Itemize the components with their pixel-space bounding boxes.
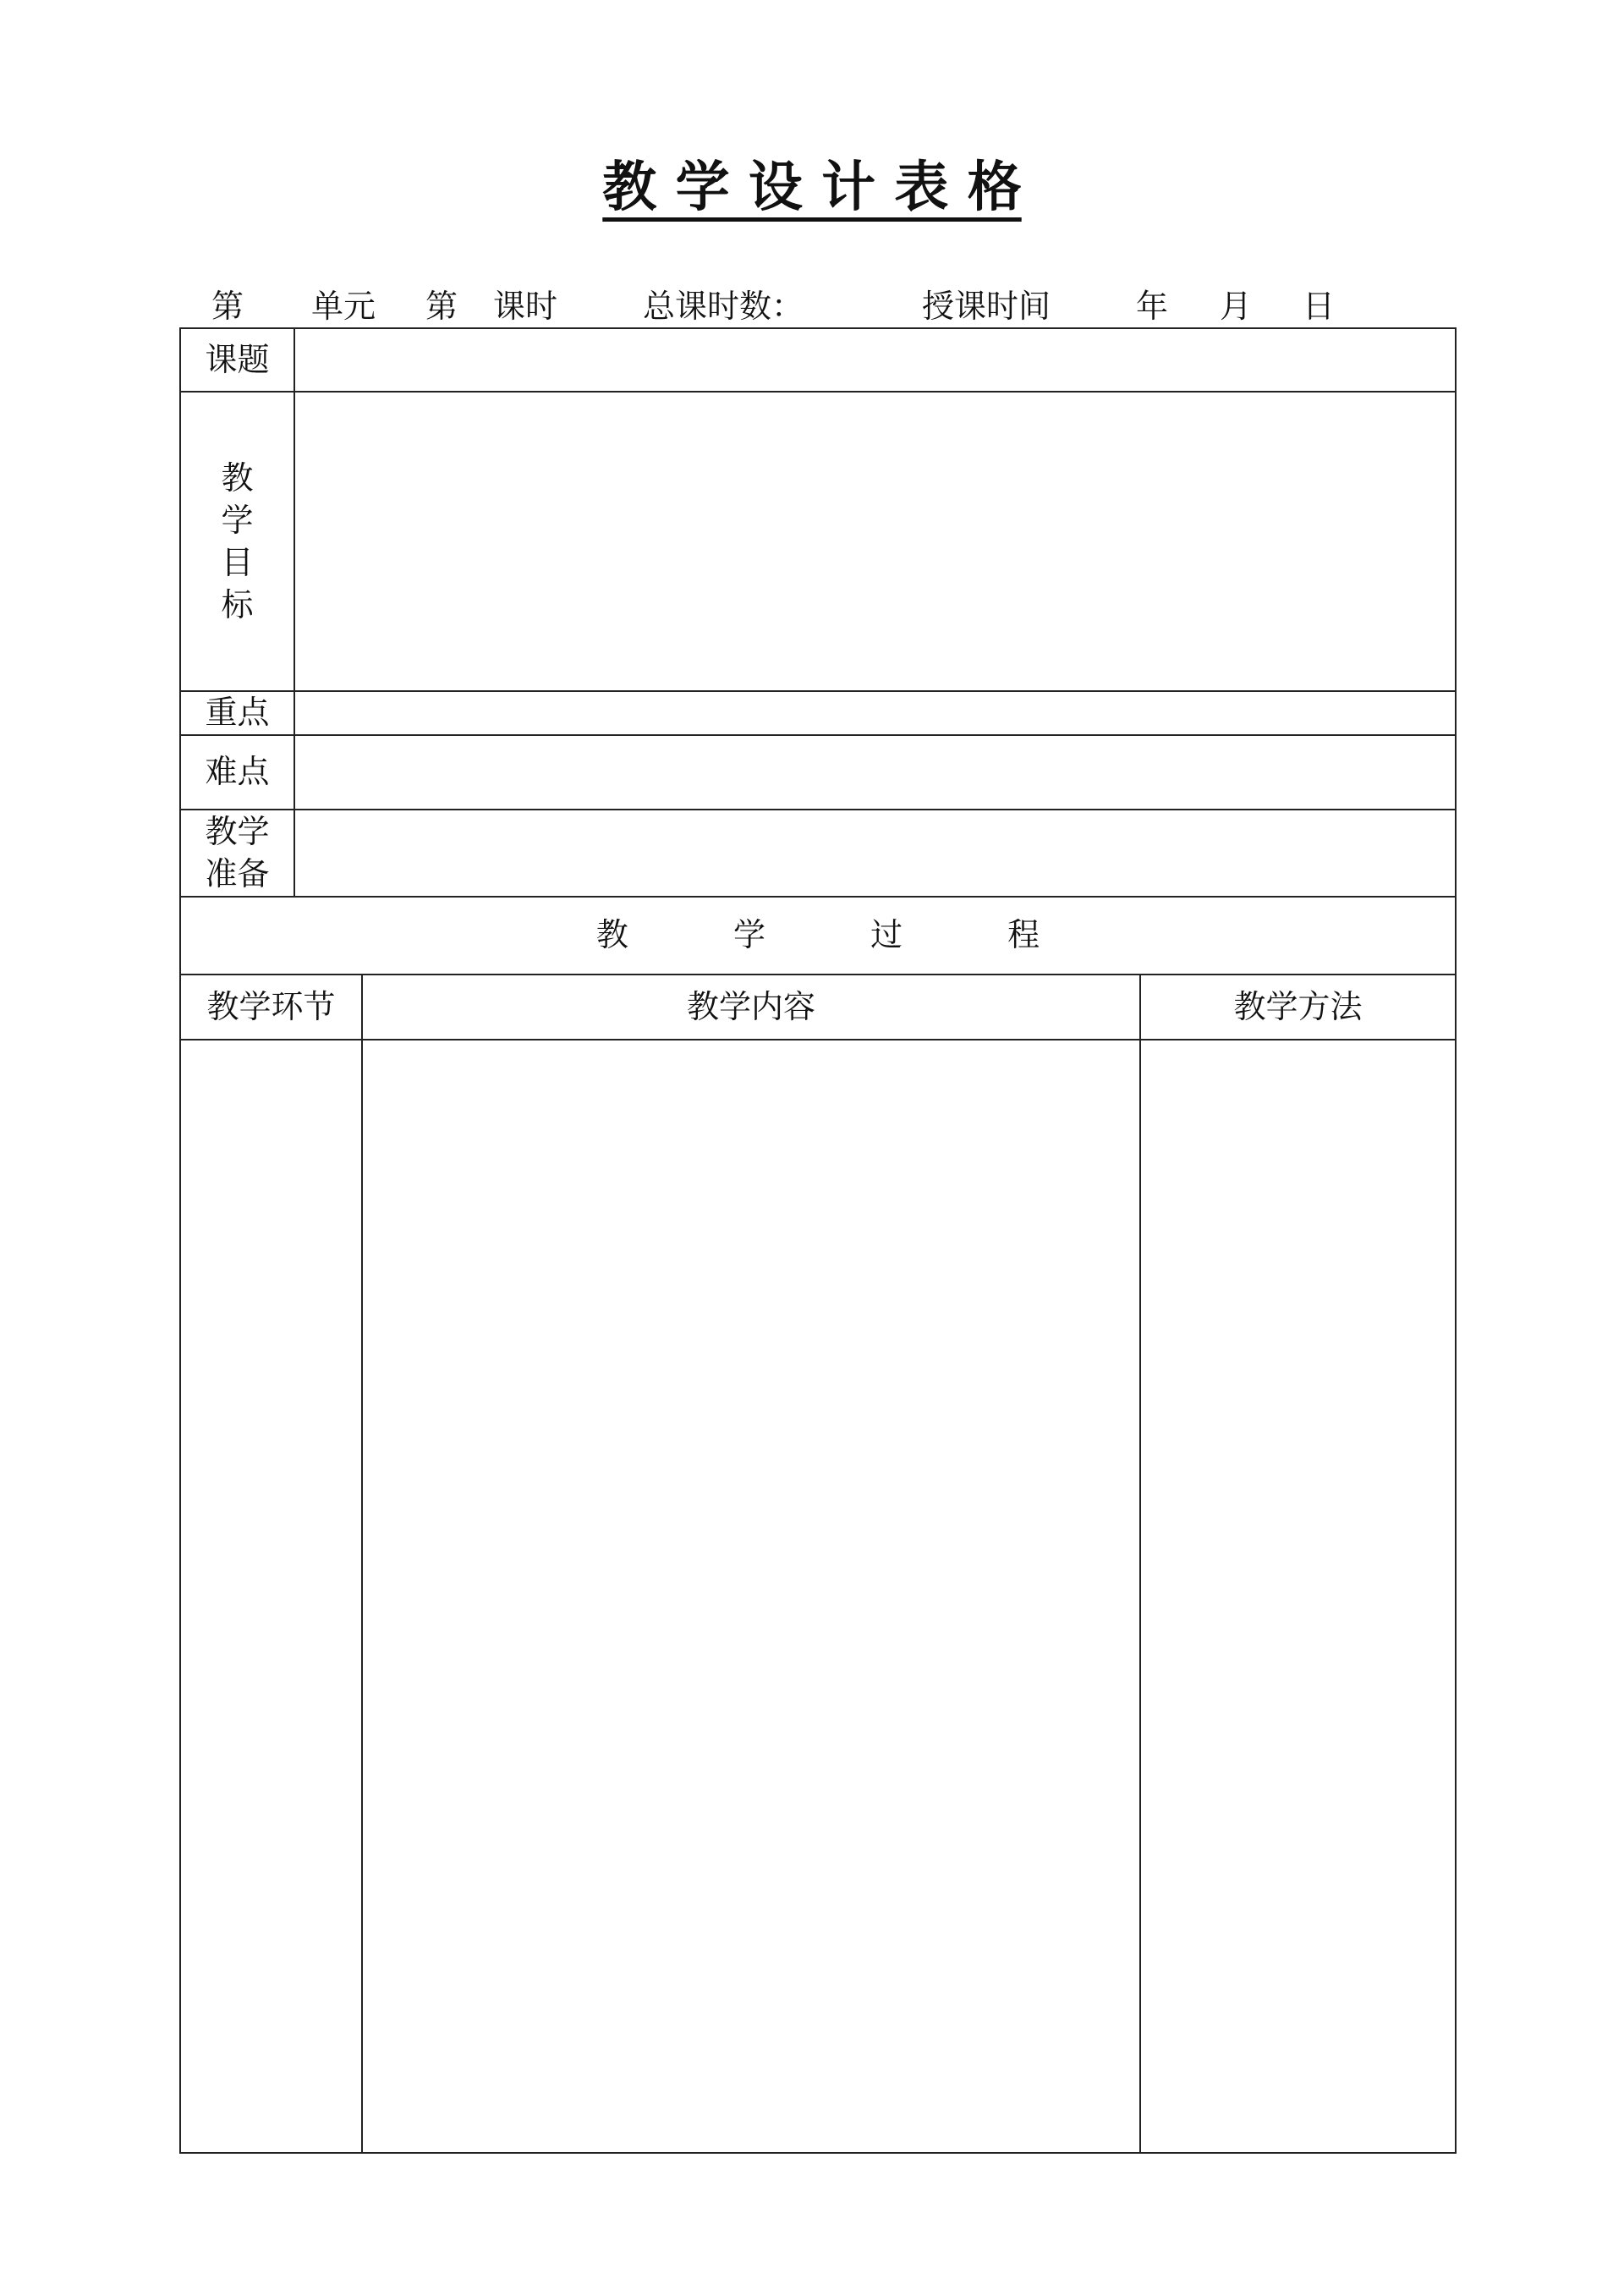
stage-field[interactable] — [180, 1040, 362, 2153]
difficult-points-field[interactable] — [294, 735, 1456, 810]
unit-prefix: 第 — [211, 288, 244, 325]
lesson-prefix: 第 — [425, 288, 458, 325]
objectives-row — [180, 392, 1456, 691]
method-field[interactable] — [1140, 1040, 1456, 2153]
key-points-label: 重点 — [180, 691, 294, 735]
key-points-row — [180, 691, 1456, 735]
year-label: 年 — [1136, 288, 1169, 325]
topic-row — [180, 328, 1456, 392]
preparation-row — [180, 810, 1456, 897]
objectives-label-char: 标 — [221, 586, 254, 623]
preparation-label-line: 教学 — [205, 813, 270, 851]
objectives-label-char: 目 — [221, 544, 254, 581]
topic-label: 课题 — [180, 328, 294, 392]
preparation-label-line: 准备 — [205, 854, 270, 892]
content-header: 教学内容 — [362, 975, 1140, 1040]
process-title-row — [180, 897, 1456, 975]
teaching-time-label: 授课时间 — [922, 288, 1051, 325]
process-title-char: 程 — [1007, 916, 1040, 954]
process-title — [180, 897, 1456, 975]
process-title-char: 教 — [595, 916, 628, 954]
method-header: 教学方法 — [1140, 975, 1456, 1040]
process-header-row — [180, 975, 1456, 1040]
difficult-points-label: 难点 — [180, 735, 294, 810]
objectives-label — [180, 392, 294, 691]
process-title-char: 学 — [732, 916, 765, 954]
lesson-label: 课时 — [493, 288, 558, 325]
objectives-label-char: 教 — [221, 459, 254, 497]
process-title-char: 过 — [870, 916, 903, 954]
day-label: 日 — [1303, 288, 1336, 325]
unit-label: 单元 — [311, 288, 376, 325]
content-field[interactable] — [362, 1040, 1140, 2153]
preparation-label — [180, 810, 294, 897]
page-title: 教 学 设 计 表 格 — [602, 156, 1022, 219]
process-body-row — [180, 1040, 1456, 2153]
key-points-field[interactable] — [294, 691, 1456, 735]
difficult-points-row — [180, 735, 1456, 810]
topic-field[interactable] — [294, 328, 1456, 392]
preparation-field[interactable] — [294, 810, 1456, 897]
lesson-plan-table — [179, 327, 1457, 2154]
objectives-field[interactable] — [294, 392, 1456, 691]
objectives-label-char: 学 — [221, 502, 254, 539]
total-hours-label: 总课时数： — [643, 288, 804, 325]
stage-header: 教学环节 — [180, 975, 362, 1040]
month-label: 月 — [1220, 288, 1253, 325]
